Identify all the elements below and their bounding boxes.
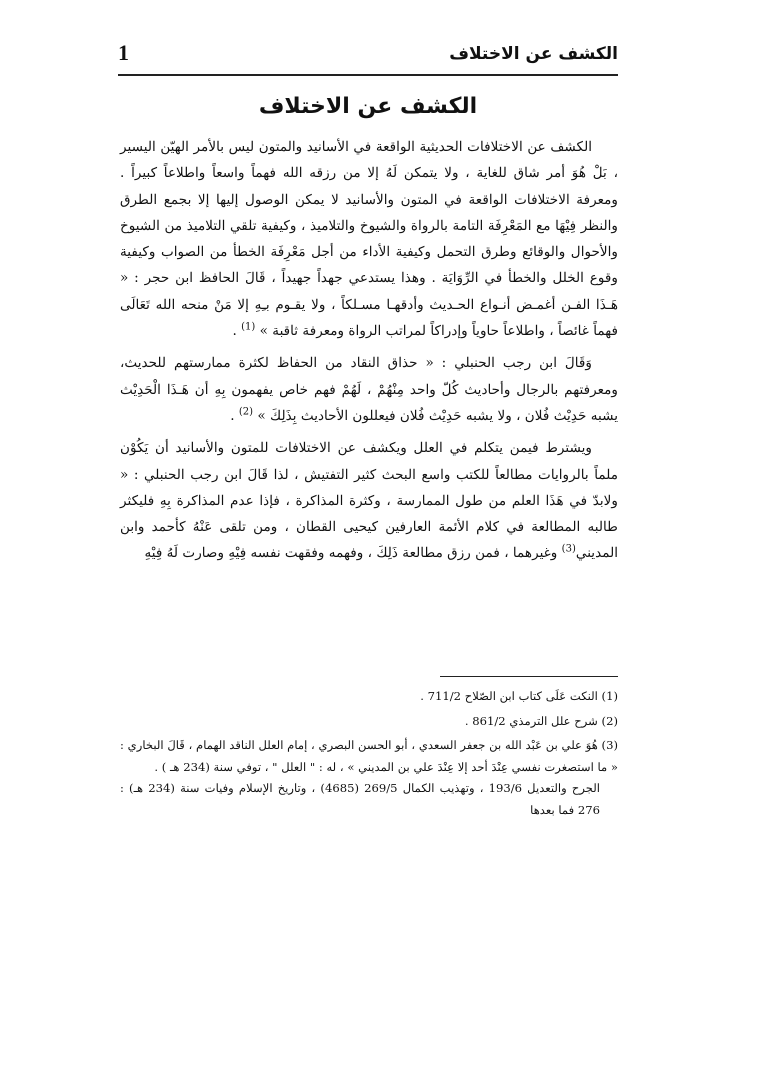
footnotes	[120, 686, 618, 824]
footnote: (1) النكت عَلَى كتاب ابن الصّلاح 711/2 .	[420, 689, 618, 703]
running-header	[118, 40, 618, 76]
page-number: 1	[118, 40, 129, 65]
paragraph: الكشف عن الاختلافات الحديثية الواقعة في الأسانيد والمتون ليس بالأمر الهيّن اليسير ، بَلْ هُوَ أمر شاق للغاية ، ولا يتمكن لَهُ إلا من رزقه الله فهماً واسعاً واطلاعاً كبيراً . ومعرفة الاختلافات الواقعة في المتون والأسانيد لا يمكن الوصول إليها إلا بجمع الطرق والنظر فِيْهَا مع المَعْرِفَة التامة بالرواة والشيوخ والتلاميذ ، وكيفية تلقي التلاميذ من الشيوخ والأحوال والوقائع وطرق التحمل وكيفية الأداء من أجل مَعْرِفَة الخطأ من الصواب وكيفية وقوع الخلل والخطأ في الرِّوَايَة . وهذا يستدعي جهداً جهيداً ، قَالَ الحافظ ابن حجر : « هَـذَا الفـن أغمـض أنـواع الحـديث وأدقهـا مسـلكاً ، ولا يقـوم بـِهِ إلا مَنْ منحه الله تَعَالَى فهماً غائصاً ، واطلاعاً حاوياً وإدراكاً لمراتب الرواة ومعرفة ثاقبة » $^{(1)}$ .	[120, 139, 618, 340]
chapter-title: الكشف عن الاختلاف	[258, 94, 478, 119]
footnote-ref[interactable]: (1)	[241, 321, 256, 333]
footnote-divider	[440, 676, 618, 677]
footnote-ref[interactable]: (2)	[238, 406, 254, 418]
running-title: الكشف عن الاختلاف	[449, 44, 618, 64]
footnote: (3) هُوَ علي بن عَبْد الله بن جعفر السعدي ، أبو الحسن البصري ، إمام العلل الناقد الهمام ، قَالَ البخاري : « ما استصغرت نفسي عِنْدَ أحد إلا عِنْدَ علي بن المديني » ، له : " العلل " ، توفي سنة (234 هـ ) .	[120, 738, 618, 774]
main-text	[120, 134, 618, 567]
footnote-continuation: الجرح والتعديل 193/6 ، وتهذيب الكمال 269/5 (4685) ، وتاريخ الإسلام وفيات سنة (234 هـ) : 276 فما بعدها	[120, 781, 600, 817]
paragraph: وَقَالَ ابن رجب الحنبلي : « حذاق النقاد من الحفاظ لكثرة ممارستهم للحديث، ومعرفتهم بالرجال وأحاديث كُلّ واحد مِنْهُمْ ، لَهُمْ فهم خاص يفهمون بِهِ أن هَـذَا الْحَدِيْث يشبه حَدِيْث فُلان ، ولا يشبه حَدِيْث فُلان فيعللون الأحاديث بِذَلِكَ » $^{(2)}$ .	[120, 355, 618, 424]
paragraph: ويشترط فيمن يتكلم في العلل ويكشف عن الاختلافات للمتون والأسانيد أن يَكُوْن ملماً بالروايات مطالعاً للكتب واسع البحث كثير التفتيش ، لذا قَالَ ابن رجب الحنبلي : « ولابدّ في هَذَا العلم من طول الممارسة ، وكثرة المذاكرة ، فإذا عدم المذاكرة بِهِ فليكثر طالبه المطالعة في كلام الأئمة العارفين كيحيى القطان ، ومن تلقى عَنْهُ كأحمد وابن المديني$^{(3)}$ وغيرهما ، فمن رزق مطالعة ذَلِكَ ، وفهمه وفقهت نفسه فِيْهِ وصارت لَهُ فِيْهِ	[120, 440, 618, 562]
footnote-ref[interactable]: (3)	[561, 543, 576, 555]
footnote: (2) شرح علل الترمذي 861/2 .	[464, 713, 618, 728]
